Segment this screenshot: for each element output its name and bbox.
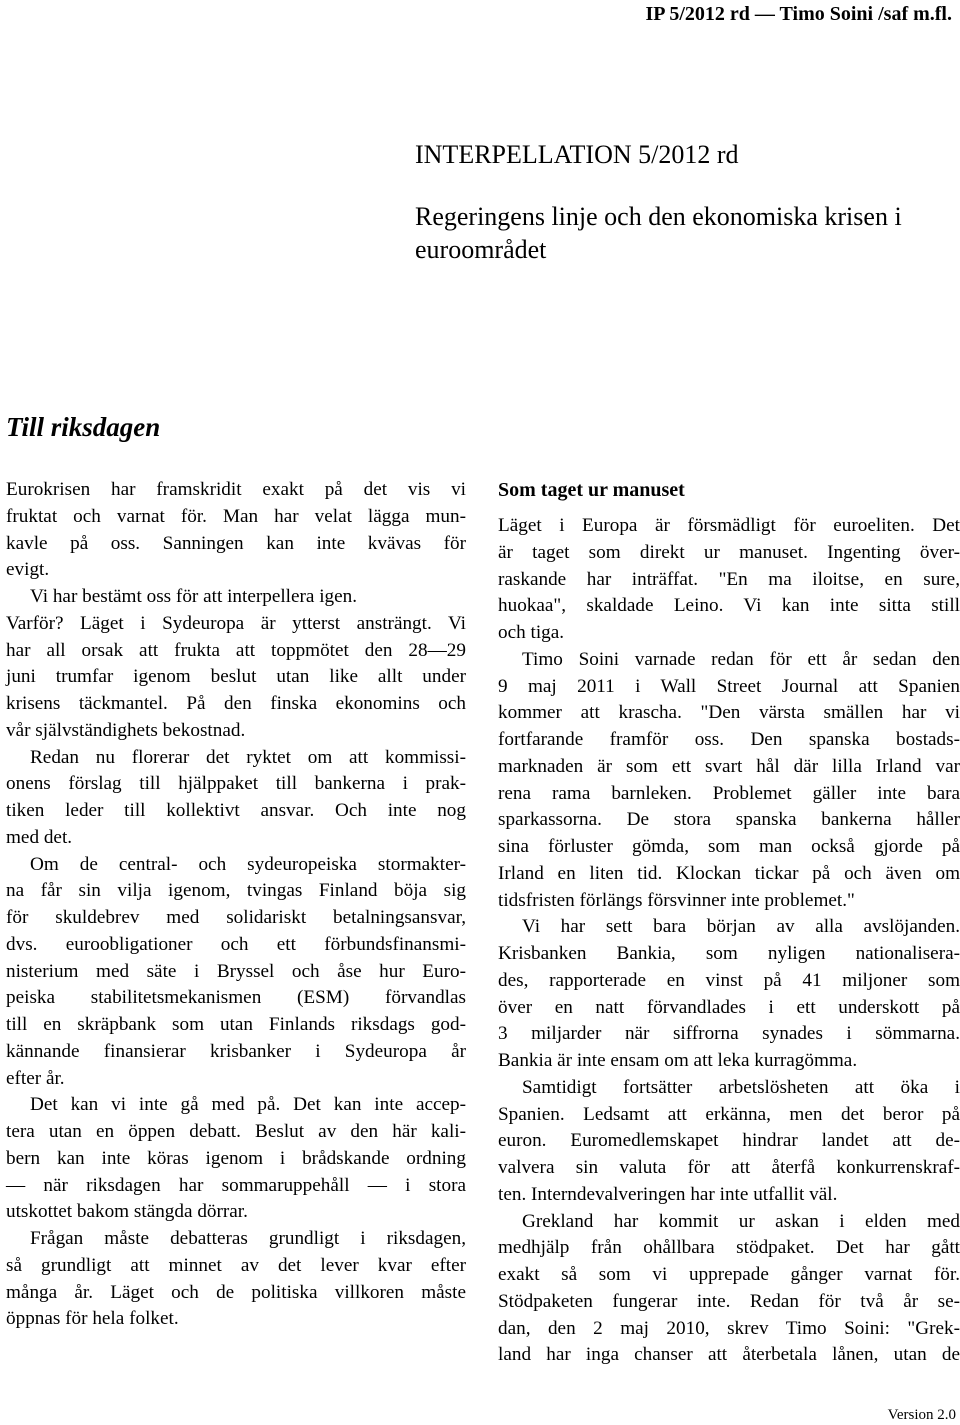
running-header: IP 5/2012 rd — Timo Soini /saf m.fl. <box>645 3 952 25</box>
text-line: Det kan vi inte gå med på. Det kan inte accep- <box>30 1094 466 1116</box>
text-line: — när riksdagen har sommaruppehåll — i stora <box>6 1174 466 1196</box>
text-line: och tiga. <box>498 622 565 643</box>
text-line: Vi har sett bara början av alla avslöjanden. <box>522 916 960 938</box>
text-line: många år. Läget och de politiska villkoren måste <box>6 1281 466 1303</box>
text-line: Spanien. Ledsamt att erkänna, men det beror på <box>498 1103 960 1125</box>
text-line: exakt så som vi upprepade gånger varnat för. <box>498 1264 960 1285</box>
left-column <box>6 477 466 1333</box>
text-line: tiken leder till kollektivt ansvar. Och inte nog <box>6 800 466 821</box>
text-line: rena rama barnleken. Problemet gäller inte bara <box>498 782 960 804</box>
text-line: Irland en liten tid. Klockan tickar på och även om <box>498 862 960 884</box>
text-line: till en skräpbank som utan Finlands riksdags god- <box>6 1014 466 1035</box>
text-line: valvera sin valuta för att återfå konkurrenskraf- <box>498 1157 960 1178</box>
text-line: sparkassorna. De stora spanska bankerna håller <box>498 809 960 831</box>
text-line: är taget som direkt ur manuset. Ingenting över- <box>498 541 960 563</box>
document-subtitle <box>415 200 960 266</box>
version-label: Version 2.0 <box>887 1407 956 1423</box>
text-line: medhjälp från ohållbara stödpaket. Det har gått <box>498 1237 960 1259</box>
text-line: tidsfristen förlängs försvinner inte problemet." <box>498 889 855 911</box>
text-line: Frågan måste debatteras grundligt i riksdagen, <box>30 1228 466 1249</box>
text-line: fruktat och varnat för. Man har velat lägga mun- <box>6 505 466 527</box>
text-line: juni trumfar igenom beslut utan like allt under <box>6 666 466 688</box>
section-heading: Som taget ur manuset <box>498 479 685 501</box>
text-line: Läget i Europa är försmädligt för euroeliten. Det <box>498 515 960 536</box>
text-line: onens förslag till hjälppaket till bankerna i prak- <box>6 773 466 795</box>
text-line: Krisbanken Bankia, som nyligen nationalisera- <box>498 943 960 964</box>
text-line: peiska stabilitetsmekanismen (ESM) förvandlas <box>6 987 466 1009</box>
salutation-heading: Till riksdagen <box>6 412 161 442</box>
text-line: utskottet bakom stängda dörrar. <box>6 1201 248 1223</box>
text-line: marknaden är som ett svart hål där lilla Irland var <box>498 755 960 777</box>
text-line: öppnas för hela folket. <box>6 1308 179 1330</box>
text-line: Bankia är inte ensam om att leka kurragömma. <box>498 1050 858 1071</box>
text-line: tera utan en öppen debatt. Beslut av den här kali- <box>6 1121 466 1142</box>
text-line: Timo Soini varnade redan för ett år sedan den <box>522 648 960 670</box>
text-line: evigt. <box>6 559 50 581</box>
text-line: så grundligt att minnet av det lever kvar efter <box>6 1254 466 1276</box>
text-line: vår självständighets bekostnad. <box>6 719 246 741</box>
text-line: kännande finansierar krisbanker i Sydeuropa år <box>6 1040 466 1062</box>
text-line: 3 miljarder när siffrorna synades i sömmarna. <box>498 1023 960 1045</box>
right-column <box>498 476 960 1369</box>
text-line: dan, den 2 maj 2010, skrev Timo Soini: "Grek- <box>498 1317 960 1339</box>
text-line: bern kan inte köras igenom i brådskande ordning <box>6 1147 466 1169</box>
text-line: huokaa", skaldade Leino. Vi kan inte sitta still <box>498 595 960 617</box>
text-line: fortfarande framför oss. Den spanska bostads- <box>498 729 960 750</box>
text-line: Vi har bestämt oss för att interpellera igen. <box>30 586 358 607</box>
text-line: des, rapporterade en vinst på 41 miljoner som <box>498 969 960 991</box>
text-line: Varför? Läget i Sydeuropa är ytterst ansträngt. Vi <box>6 612 466 634</box>
text-line: sina förluster gömda, som man också gjorde på <box>498 836 960 857</box>
text-line: ten. Interndevalveringen har inte utfallit väl. <box>498 1183 838 1205</box>
text-line: för skuldebrev med solidariskt betalningsansvar, <box>6 907 466 928</box>
text-line: med det. <box>6 826 73 848</box>
subtitle-line: Regeringens linje och den ekonomiska krisen i <box>415 202 902 231</box>
text-line: Stödpaketen fungerar inte. Redan för två år se- <box>498 1290 960 1312</box>
subtitle-line: euroområdet <box>415 235 547 264</box>
document-title: INTERPELLATION 5/2012 rd <box>415 140 739 169</box>
text-line: krisens täckmantel. På den finska ekonomins och <box>6 693 466 714</box>
text-line: 9 maj 2011 i Wall Street Journal att Spanien <box>498 675 960 697</box>
text-line: nisterium med säte i Bryssel och åse hur Euro- <box>6 960 466 982</box>
text-line: kommer att krascha. "Den värsta smällen har vi <box>498 702 960 724</box>
text-line: euron. Euromedlemskapet hindrar landet att de- <box>498 1130 960 1152</box>
text-line: na får sin vilja igenom, tvingas Finland böja sig <box>6 880 466 902</box>
text-line: Grekland har kommit ur askan i elden med <box>522 1210 960 1232</box>
text-line: Om de central- och sydeuropeiska stormakter- <box>30 853 466 875</box>
text-line: Eurokrisen har framskridit exakt på det vis vi <box>6 479 466 500</box>
text-line: land har inga chanser att återbetala lånen, utan de <box>498 1344 960 1366</box>
text-line: över en natt förvandlades i ett underskott på <box>498 996 960 1018</box>
text-line: kavle på oss. Sanningen kan inte kvävas för <box>6 532 466 554</box>
text-line: Samtidigt fortsätter arbetslösheten att öka i <box>522 1076 960 1098</box>
text-line: efter år. <box>6 1067 65 1089</box>
text-line: dvs. euroobligationer och ett förbundsfinansmi- <box>6 933 466 955</box>
text-line: har all orsak att frukta att toppmötet den 28—29 <box>6 639 466 661</box>
text-line: raskande har inträffat. "En ma iloitse, en sure, <box>498 568 960 590</box>
text-line: Redan nu florerar det ryktet om att kommissi- <box>30 746 466 768</box>
